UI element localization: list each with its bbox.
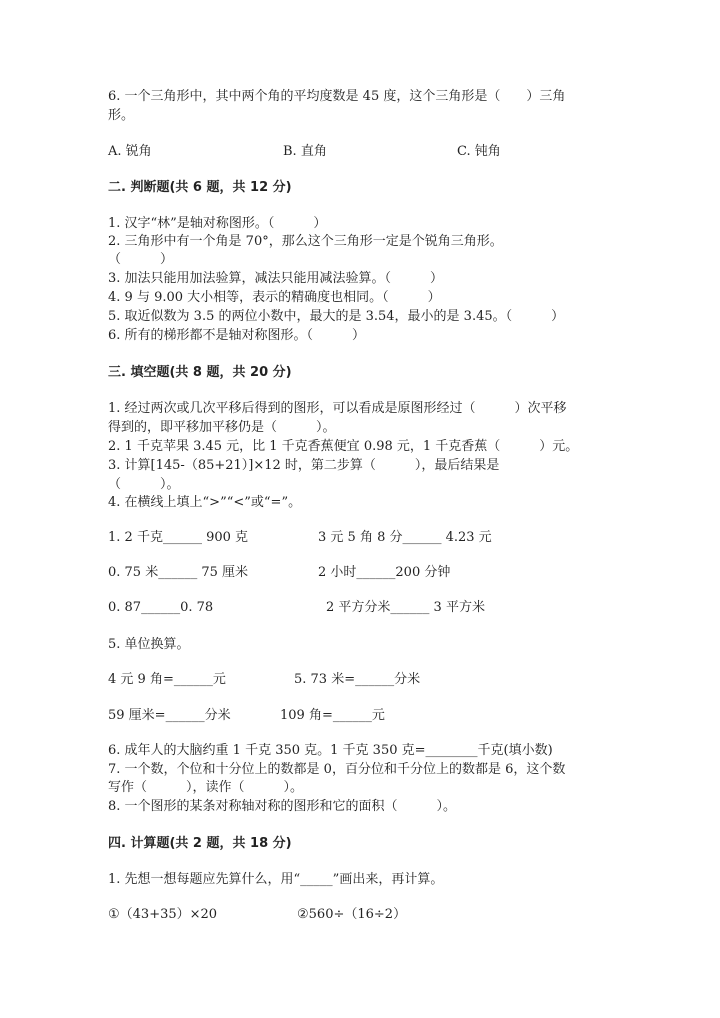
- section3-title: 三. 填空题(共 8 题，共 20 分): [108, 365, 292, 380]
- fill-line: 写作（ ），读作（ ）。: [108, 780, 304, 795]
- compare-item: 0. 75 米______ 75 厘米: [108, 565, 249, 580]
- judgment-line: 4. 9 与 9.00 大小相等，表示的精确度也相同。（ ）: [108, 290, 441, 305]
- option-c: C. 钝角: [457, 144, 501, 159]
- calc-expr: ①（43+35）×20: [108, 907, 218, 922]
- fill-line: 8. 一个图形的某条对称轴对称的图形和它的面积（ ）。: [108, 799, 457, 814]
- fill-line: 得到的，即平移加平移仍是（ ）。: [108, 420, 336, 435]
- compare-item: 2 小时______200 分钟: [318, 565, 451, 580]
- section4-title: 四. 计算题(共 2 题，共 18 分): [108, 836, 292, 851]
- compare-item: 2 平方分米______ 3 平方米: [326, 600, 485, 615]
- judgment-line: 2. 三角形中有一个角是 70°，那么这个三角形一定是个锐角三角形。: [108, 234, 503, 249]
- convert-item: 59 厘米=______分米: [108, 708, 231, 723]
- section2-title: 二. 判断题(共 6 题，共 12 分): [108, 180, 292, 195]
- q5-label: 5. 单位换算。: [108, 637, 190, 652]
- judgment-line: 6. 所有的梯形都不是轴对称图形。（ ）: [108, 328, 366, 343]
- q6-line1: 6. 一个三角形中，其中两个角的平均度数是 45 度，这个三角形是（ ）三角: [108, 89, 566, 104]
- judgment-line: 3. 加法只能用加法验算，减法只能用减法验算。（ ）: [108, 271, 444, 286]
- convert-item: 4 元 9 角=______元: [108, 672, 226, 687]
- fill-line: 4. 在横线上填上“>”“<”或“=”。: [108, 495, 302, 510]
- calc-instruction: 1. 先想一想每题应先算什么，用“_____”画出来，再计算。: [108, 872, 444, 887]
- q6-line2: 形。: [108, 108, 135, 123]
- compare-item: 3 元 5 角 8 分______ 4.23 元: [318, 530, 492, 545]
- fill-line: 1. 经过两次或几次平移后得到的图形，可以看成是原图形经过（ ）次平移: [108, 401, 567, 416]
- option-b: B. 直角: [283, 144, 327, 159]
- option-a: A. 锐角: [108, 144, 152, 159]
- judgment-line: （ ）: [108, 252, 174, 267]
- fill-line: 7. 一个数，个位和十分位上的数都是 0，百分位和千分位上的数都是 6，这个数: [108, 762, 566, 777]
- calc-expr: ②560÷（16÷2）: [297, 907, 407, 922]
- fill-line: （ ）。: [108, 477, 180, 492]
- convert-item: 5. 73 米=______分米: [294, 672, 421, 687]
- judgment-line: 1. 汉字“林”是轴对称图形。（ ）: [108, 216, 327, 231]
- fill-line: 2. 1 千克苹果 3.45 元，比 1 千克香蕉便宜 0.98 元，1 千克香蕉（ ）元。: [108, 439, 579, 454]
- fill-line: 6. 成年人的大脑约重 1 千克 350 克。1 千克 350 克=________千克(填小数): [108, 743, 553, 758]
- fill-line: 3. 计算[145-（85+21）]×12 时，第二步算（ ），最后结果是: [108, 458, 500, 473]
- compare-item: 1. 2 千克______ 900 克: [108, 530, 249, 545]
- judgment-line: 5. 取近似数为 3.5 的两位小数中，最大的是 3.54，最小的是 3.45。（ ）: [108, 309, 565, 324]
- convert-item: 109 角=______元: [280, 708, 385, 723]
- compare-item: 0. 87______0. 78: [108, 600, 214, 615]
